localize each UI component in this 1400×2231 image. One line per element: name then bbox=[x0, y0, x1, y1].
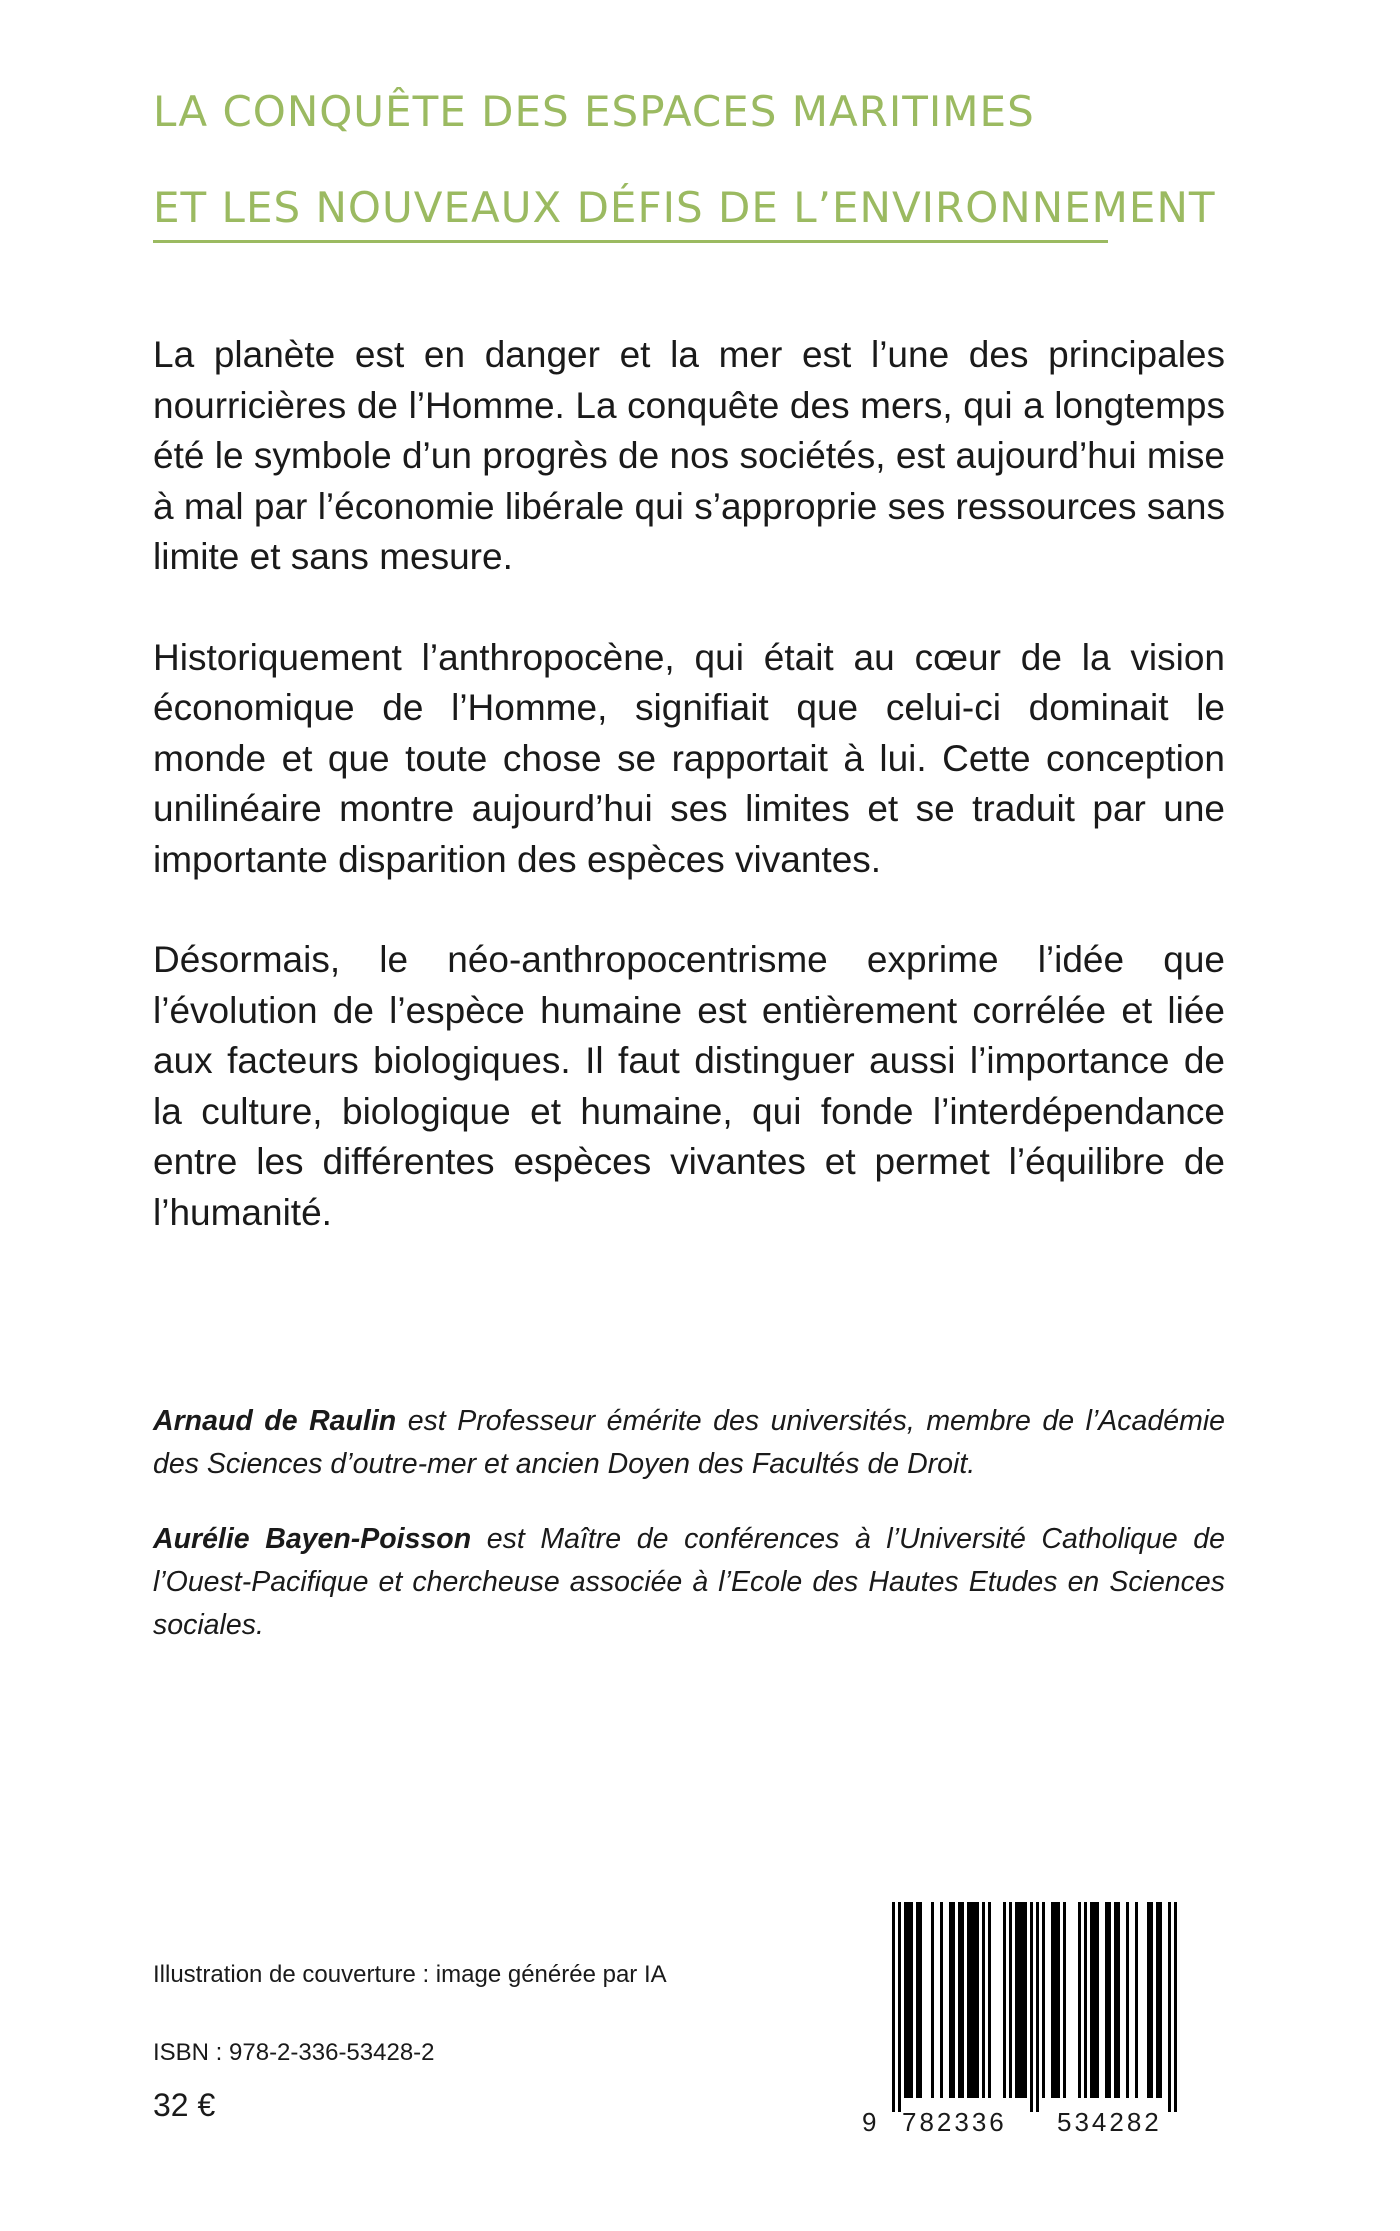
barcode-bar bbox=[1150, 1902, 1153, 2098]
barcode-bar bbox=[988, 1902, 991, 2098]
barcode-bar bbox=[1159, 1902, 1162, 2098]
barcode-bar bbox=[1147, 1902, 1150, 2098]
barcode-bar bbox=[1015, 1902, 1018, 2098]
author-bios bbox=[153, 1400, 1225, 1679]
barcode-bar bbox=[1114, 1902, 1117, 2098]
illustration-credit: Illustration de couverture : image générée par IA bbox=[153, 1961, 667, 1988]
barcode-bar bbox=[958, 1902, 961, 2098]
isbn: ISBN : 978-2-336-53428-2 bbox=[153, 2039, 435, 2066]
barcode-bar bbox=[1090, 1902, 1093, 2098]
barcode-bar bbox=[952, 1902, 955, 2098]
barcode-bar bbox=[1036, 1902, 1039, 2112]
barcode-bar bbox=[1030, 1902, 1033, 2112]
author-bio-1 bbox=[153, 1400, 1225, 1486]
author-name-1: Arnaud de Raulin bbox=[153, 1405, 397, 1437]
barcode-bar bbox=[1105, 1902, 1108, 2098]
barcode-bar bbox=[970, 1902, 973, 2098]
barcode-bar bbox=[1042, 1902, 1045, 2098]
barcode-bar bbox=[982, 1902, 985, 2098]
barcode-bar bbox=[1063, 1902, 1066, 2098]
barcode-bar bbox=[976, 1902, 979, 2098]
blurb bbox=[153, 330, 1225, 1288]
barcode-bar bbox=[940, 1902, 943, 2098]
blurb-paragraph-1: La planète est en danger et la mer est l’une des principales nourricières de l’Homme. La conquête des mers, qui a longtemps été le symbole d’un progrès de nos sociétés, est aujourd’hui mise à mal par l’économie libérale qui s’approprie ses ressources sans limite et sans mesure. bbox=[153, 334, 1225, 577]
barcode-bar bbox=[1003, 1902, 1006, 2098]
price: 32 € bbox=[153, 2087, 216, 2123]
barcode-bar bbox=[1096, 1902, 1099, 2098]
barcode-bar bbox=[910, 1902, 913, 2098]
barcode-left-group: 782336 bbox=[902, 2107, 1007, 2137]
blurb-paragraph-2: Historiquement l’anthropocène, qui était au cœur de la vision économique de l’Homme, signifiait que celui-ci dominait le monde et que toute chose se rapportait à lui. Cette conception unilinéaire montre aujourd’hui ses limites et se traduit par une importante disparition des espèces vivantes. bbox=[153, 636, 1225, 880]
barcode-bar bbox=[1078, 1902, 1081, 2098]
barcode-bar bbox=[1156, 1902, 1159, 2098]
barcode-bar bbox=[1024, 1902, 1027, 2098]
author-bio-2 bbox=[153, 1518, 1225, 1647]
barcode-bar bbox=[1108, 1902, 1111, 2098]
book-title bbox=[153, 86, 1216, 234]
barcode-bar bbox=[898, 1902, 901, 2112]
barcode-bar bbox=[1135, 1902, 1138, 2098]
barcode-bar bbox=[1057, 1902, 1060, 2098]
barcode-bar bbox=[1126, 1902, 1129, 2098]
barcode-first-digit: 9 bbox=[862, 2107, 880, 2137]
barcode-bar bbox=[1174, 1902, 1177, 2112]
barcode-bar bbox=[892, 1902, 895, 2112]
barcode-bar bbox=[1009, 1902, 1012, 2098]
barcode-bar bbox=[919, 1902, 922, 2098]
barcode-bar bbox=[916, 1902, 919, 2098]
barcode-bar bbox=[1084, 1902, 1087, 2098]
barcode-bar bbox=[1018, 1902, 1021, 2098]
author-bio-text-1: est Professeur émérite des universités, membre de l’Académie des Sciences d’outre-mer et ancien Doyen des Facultés de Droit. bbox=[153, 1405, 1226, 1480]
title-line-2: ET LES NOUVEAUX DÉFIS DE L’ENVIRONNEMENT bbox=[153, 183, 1216, 232]
barcode-digits bbox=[862, 2102, 1202, 2142]
barcode-bar bbox=[961, 1902, 964, 2098]
author-name-2: Aurélie Bayen-Poisson bbox=[153, 1523, 472, 1555]
barcode-right-group: 534282 bbox=[1057, 2107, 1162, 2137]
barcode-bar bbox=[1054, 1902, 1057, 2098]
barcode-bar bbox=[931, 1902, 934, 2098]
barcode-bar bbox=[949, 1902, 952, 2098]
barcode-bar bbox=[904, 1902, 907, 2098]
barcode-bar bbox=[1093, 1902, 1096, 2098]
author-bio-text-2: est Maître de conférences à l’Université Catholique de l’Ouest-Pacifique et chercheuse associée à l’Ecole des Hautes Etudes en Sciences sociales. bbox=[153, 1523, 1225, 1641]
barcode-bar bbox=[1117, 1902, 1120, 2098]
barcode-bar bbox=[1168, 1902, 1171, 2112]
barcode-bar bbox=[967, 1902, 970, 2098]
barcode bbox=[862, 1900, 1202, 2145]
blurb-paragraph-3: Désormais, le néo-anthropocentrisme exprime l’idée que l’évolution de l’espèce humaine est entièrement corrélée et liée aux facteurs biologiques. Il faut distinguer aussi l’importance de la culture, biologique et humaine, qui fonde l’interdépendance entre les différentes espèces vivantes et permet l’équilibre de l’humanité. bbox=[153, 939, 1225, 1233]
title-divider bbox=[153, 240, 1108, 243]
barcode-bar bbox=[973, 1902, 976, 2098]
barcode-bar bbox=[1051, 1902, 1054, 2098]
barcode-bar bbox=[1021, 1902, 1024, 2098]
title-line-1: LA CONQUÊTE DES ESPACES MARITIMES bbox=[153, 87, 1035, 136]
barcode-bar bbox=[907, 1902, 910, 2098]
